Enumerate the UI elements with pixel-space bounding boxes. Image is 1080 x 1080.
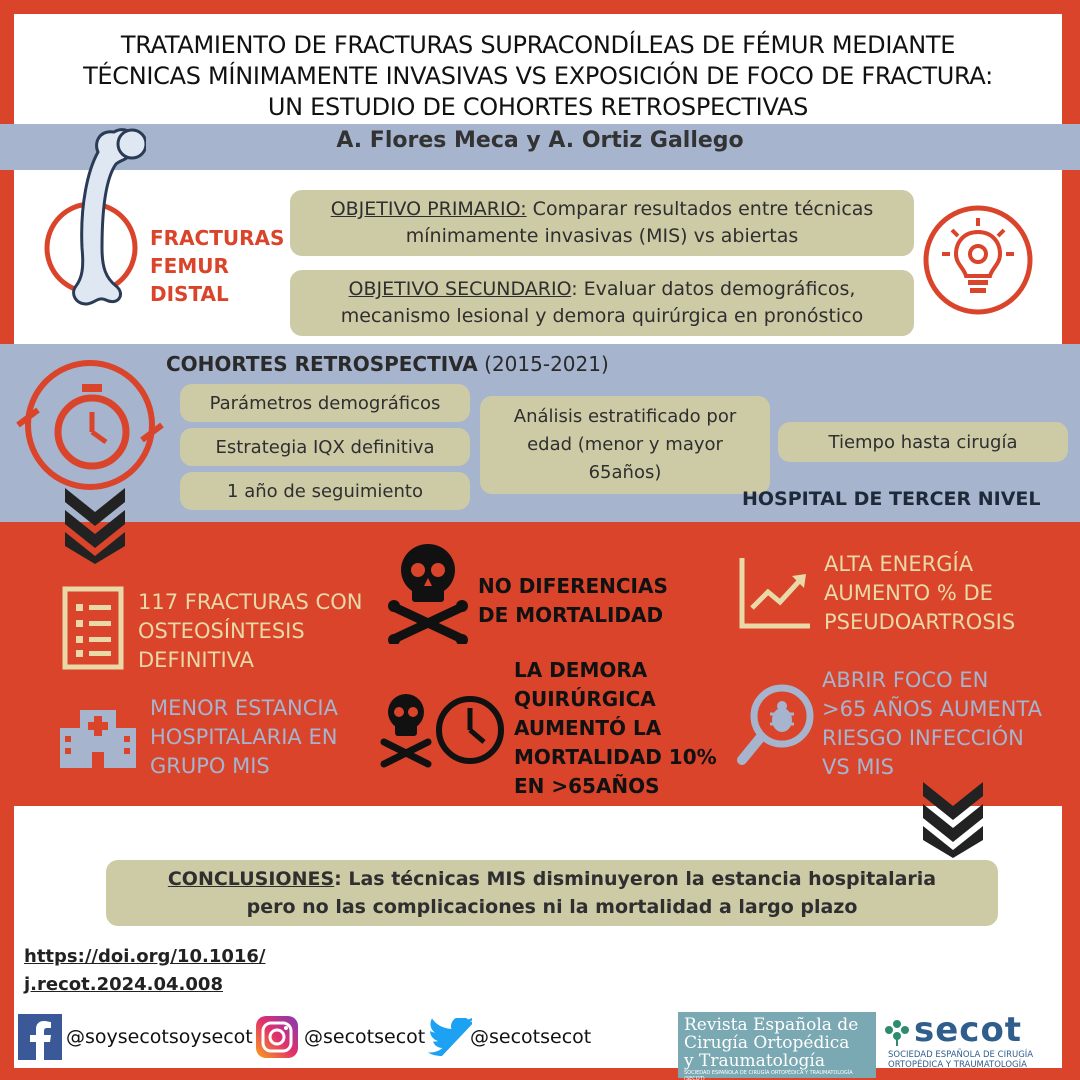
skull-crossbones-icon [378, 690, 434, 770]
method-stratified: Análisis estratificado por edad (menor y mayor 65años) [480, 396, 770, 494]
twitter-icon[interactable] [428, 1018, 472, 1056]
primary-objective: OBJETIVO PRIMARIO: Comparar resultados entre técnicas mínimamente invasivas (MIS) vs abiertas [290, 190, 914, 256]
clock-icon [434, 692, 506, 768]
lightbulb-gear-icon [922, 204, 1034, 316]
result-infection: ABRIR FOCO EN >65 AÑOS AUMENTA RIESGO INFECCIÓN VS MIS [822, 668, 1042, 779]
title-line-2: TÉCNICAS MÍNIMAMENTE INVASIVAS VS EXPOSICIÓN DE FOCO DE FRACTURA: [83, 62, 993, 90]
secot-wordmark: secot [914, 1010, 1023, 1050]
method-item-strategy: Estrategia IQX definitiva [180, 428, 470, 466]
magnifier-bug-icon [736, 682, 816, 766]
femur-bone-icon [36, 108, 146, 308]
result-fractures: 117 FRACTURAS CON OSTEOSÍNTESIS DEFINITIVA [138, 590, 363, 672]
conclusion-box: CONCLUSIONES: Las técnicas MIS disminuyeron la estancia hospitalaria pero no las complicaciones ni la mortalidad a largo plazo [106, 860, 998, 926]
method-item-followup: 1 año de seguimiento [180, 472, 470, 510]
journal-logo: Revista Española de Cirugía Ortopédica y Traumatología SOCIEDAD ESPAÑOLA DE CIRUGÍA ORTOPÉDICA Y TRAUMATOLOGÍA (SECOT) [678, 1012, 876, 1078]
twitter-handle[interactable]: @secotsecot [470, 1026, 592, 1048]
fracture-label: FRACTURAS FEMUR DISTAL [150, 226, 285, 306]
methods-heading: COHORTES RETROSPECTIVA (2015-2021) [166, 352, 609, 376]
facebook-icon[interactable] [18, 1014, 62, 1060]
secondary-objective: OBJETIVO SECUNDARIO: Evaluar datos demográficos, mecanismo lesional y demora quirúrgica en pronóstico [290, 270, 914, 336]
stopwatch-icon [10, 350, 170, 500]
hospital-building-icon [56, 698, 140, 770]
result-delay: LA DEMORA QUIRÚRGICA AUMENTÓ LA MORTALIDAD 10% EN >65AÑOS [514, 658, 717, 798]
chevron-down-icon [60, 486, 130, 566]
facebook-handle[interactable]: @soysecotsoysecot [66, 1026, 253, 1048]
secot-logo [878, 1012, 1062, 1068]
skull-crossbones-icon [384, 540, 472, 644]
secot-emblem-icon [882, 1016, 912, 1046]
method-time: Tiempo hasta cirugía [778, 422, 1068, 462]
result-energy: ALTA ENERGÍA AUMENTO % DE PSEUDOARTROSIS [824, 552, 1016, 634]
instagram-handle[interactable]: @secotsecot [304, 1026, 426, 1048]
instagram-icon[interactable] [254, 1014, 300, 1060]
title-line-1: TRATAMIENTO DE FRACTURAS SUPRACONDÍLEAS DE FÉMUR MEDIANTE [120, 31, 956, 59]
chevron-down-icon [918, 780, 988, 860]
doi-link-line-2[interactable]: j.recot.2024.04.008 [24, 974, 223, 995]
method-item-demographics: Parámetros demográficos [180, 384, 470, 422]
clipboard-list-icon [62, 586, 124, 670]
page-title [14, 30, 1062, 123]
result-stay: MENOR ESTANCIA HOSPITALARIA EN GRUPO MIS [150, 696, 338, 778]
trend-up-chart-icon [738, 556, 812, 630]
hospital-label: HOSPITAL DE TERCER NIVEL [742, 488, 1041, 510]
doi-link-line-1[interactable]: https://doi.org/10.1016/ [24, 946, 266, 967]
authors: A. Flores Meca y A. Ortiz Gallego [336, 128, 744, 153]
title-line-3: UN ESTUDIO DE COHORTES RETROSPECTIVAS [267, 93, 809, 121]
secot-subtitle: SOCIEDAD ESPAÑOLA DE CIRUGÍA ORTOPÉDICA Y TRAUMATOLOGÍA [888, 1050, 1034, 1070]
result-mortality: NO DIFERENCIAS DE MORTALIDAD [478, 574, 668, 627]
